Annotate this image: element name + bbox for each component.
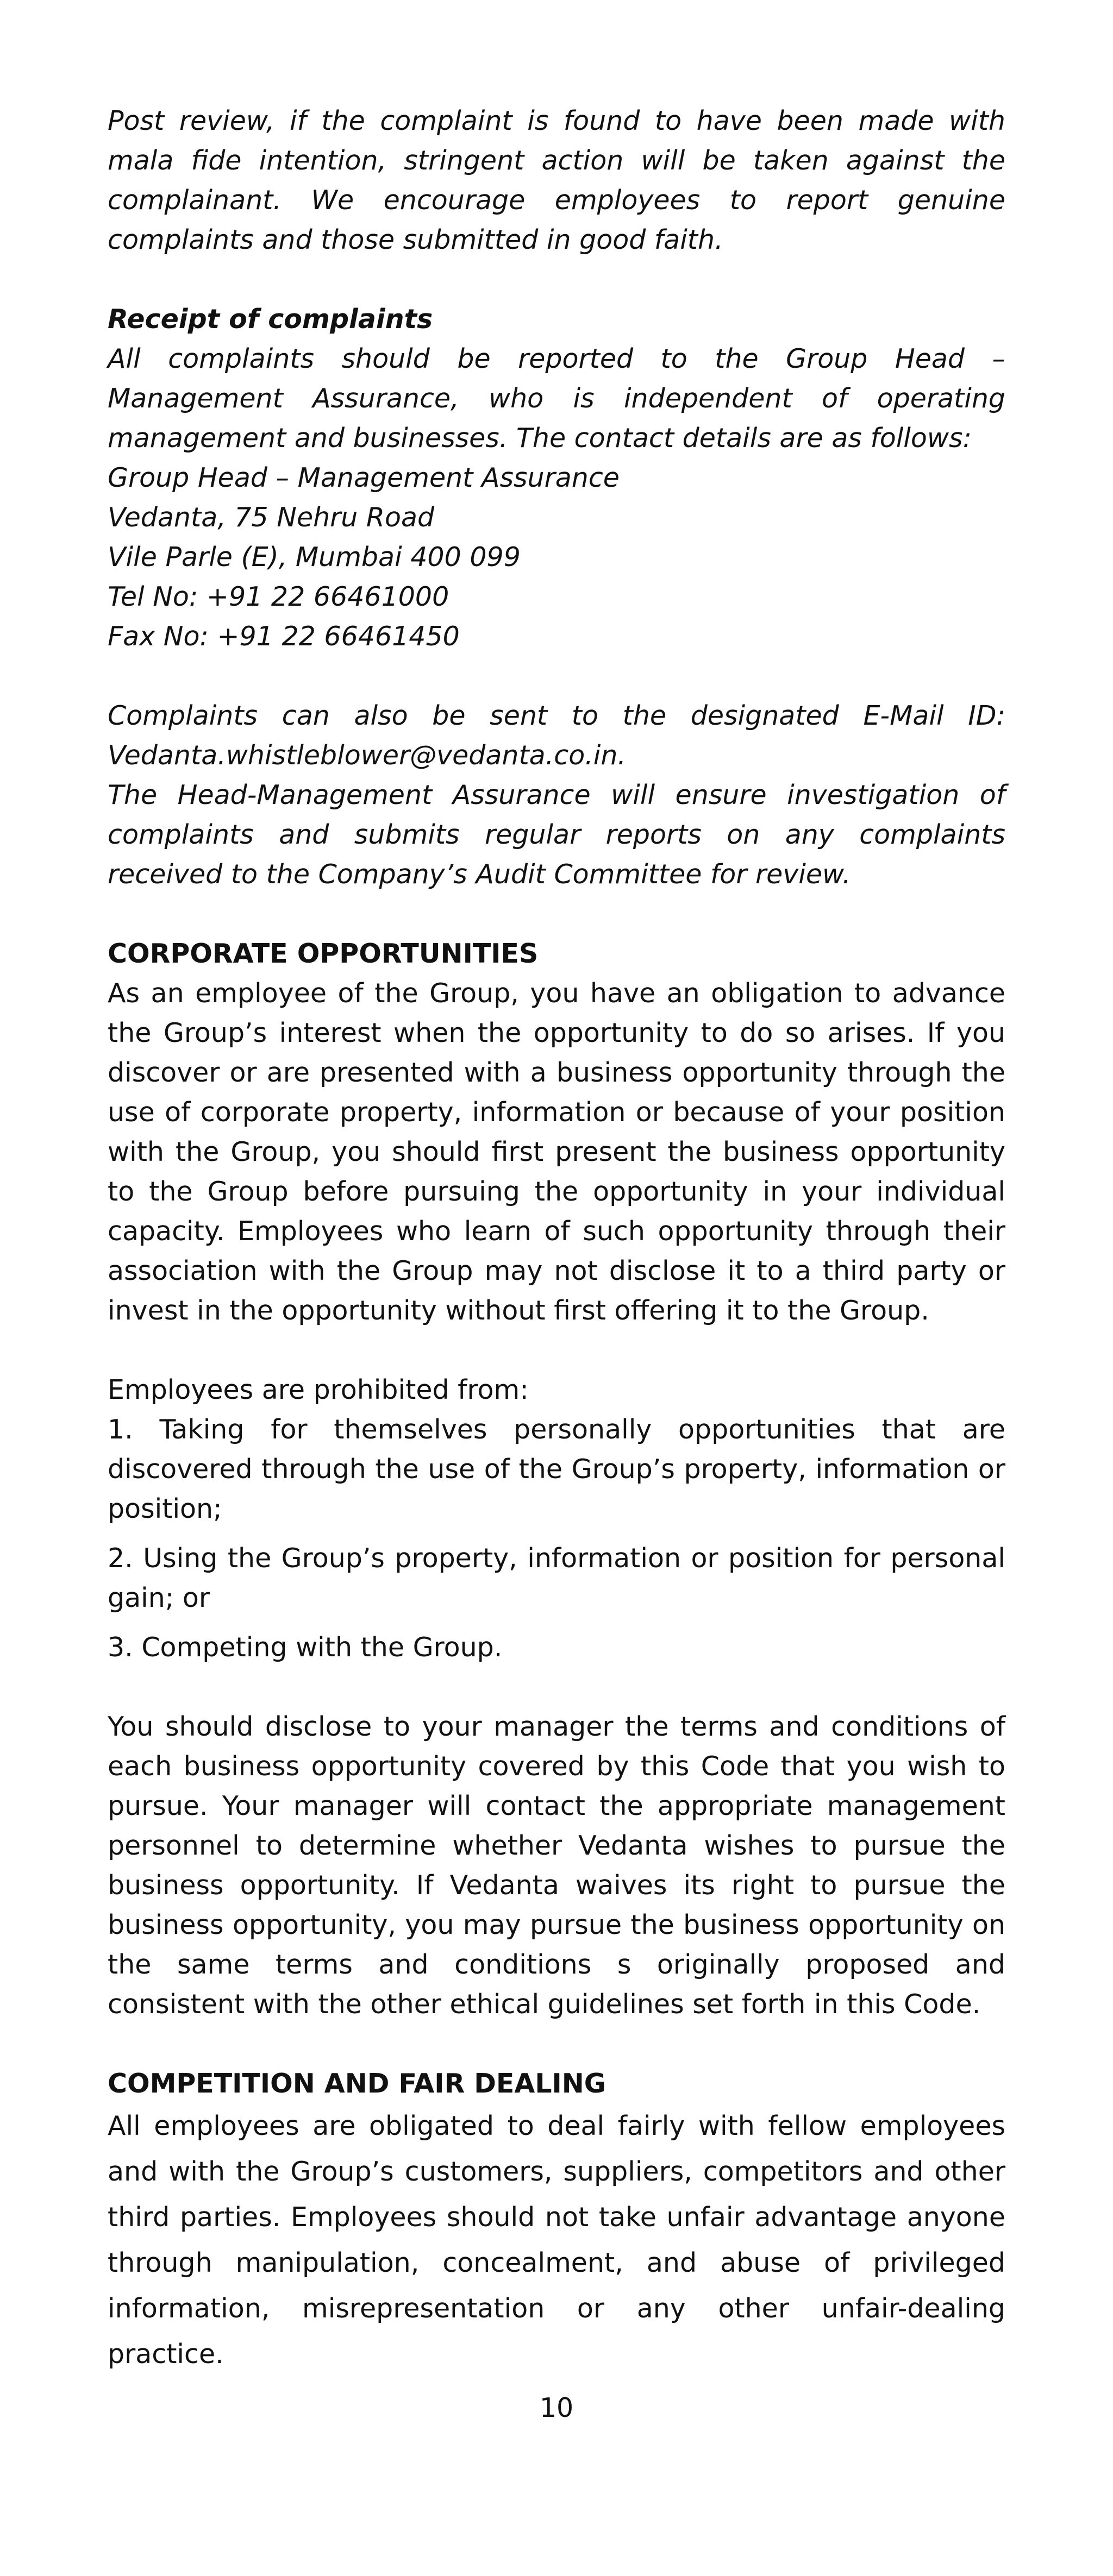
review-note-paragraph: Post review, if the complaint is found to have been made with mala fide intention, stringent action will be taken against the complainant. We encourage employees to report genuine complaints and those submitted in good faith. bbox=[108, 105, 1005, 255]
address-line: Vedanta, 75 Nehru Road bbox=[108, 502, 435, 533]
spacer bbox=[108, 2024, 1005, 2064]
receipt-heading: Receipt of complaints bbox=[108, 304, 433, 335]
contact-address bbox=[108, 458, 1005, 656]
address-line: Group Head – Management Assurance bbox=[108, 462, 620, 493]
spacer bbox=[108, 1330, 1005, 1370]
phone-line: Tel No: +91 22 66461000 bbox=[108, 581, 449, 612]
address-line: Vile Parle (E), Mumbai 400 099 bbox=[108, 542, 521, 573]
page-number: 10 bbox=[539, 2392, 574, 2423]
spacer bbox=[108, 656, 1005, 696]
spacer bbox=[108, 1677, 1005, 1707]
disclosure-paragraph: You should disclose to your manager the terms and conditions of each business opportunity covered by this Code that you wish to pursue. Your manager will contact the appropriate management personnel to determine whether Vedanta wishes to pursue the business opportunity. If Vedanta waives its right to pursue the business opportunity, you may pursue the business opportunity on the same terms and conditions s originally proposed and consistent with the other ethical guidelines set forth in this Code. bbox=[108, 1711, 1005, 2020]
email-note-paragraph: Complaints can also be sent to the designated E-Mail ID: Vedanta.whistleblower@vedanta.co.in. bbox=[108, 700, 1005, 771]
investigation-note-paragraph: The Head-Management Assurance will ensure investigation of complaints and submits regular reports on any complaints received to the Company’s Audit Committee for review. bbox=[108, 780, 1005, 890]
competition-heading: COMPETITION AND FAIR DEALING bbox=[108, 2068, 606, 2099]
fax-line: Fax No: +91 22 66461450 bbox=[108, 621, 460, 652]
prohibited-list bbox=[108, 1410, 1005, 1667]
spacer bbox=[108, 894, 1005, 934]
list-item: 1. Taking for themselves personally opportunities that are discovered through the use of the Group’s property, information or position; bbox=[108, 1414, 1005, 1524]
corporate-opportunities-heading: CORPORATE OPPORTUNITIES bbox=[108, 938, 539, 969]
corporate-opportunities-paragraph: As an employee of the Group, you have an obligation to advance the Group’s interest when the opportunity to do so arises. If you discover or are presented with a business opportunity through the use of corporate property, information or because of your position with the Group, you should first present the business opportunity to the Group before pursuing the opportunity in your individual capacity. Employees who learn of such opportunity through their association with the Group may not disclose it to a third party or invest in the opportunity without first offering it to the Group. bbox=[108, 978, 1005, 1326]
spacer bbox=[108, 260, 1005, 299]
list-item: 3. Competing with the Group. bbox=[108, 1632, 503, 1663]
receipt-intro-paragraph: All complaints should be reported to the Group Head – Management Assurance, who is independent of operating management and businesses. The contact details are as follows: bbox=[108, 343, 1005, 454]
document-page bbox=[108, 101, 1005, 2377]
competition-paragraph: All employees are obligated to deal fairly with fellow employees and with the Group’s customers, suppliers, competitors and other third parties. Employees should not take unfair advantage anyone through manipulation, concealment, and abuse of privileged information, misrepresentation or any other unfair-dealing practice. bbox=[108, 2110, 1005, 2370]
list-item: 2. Using the Group’s property, information or position for personal gain; or bbox=[108, 1543, 1005, 1613]
prohibited-intro: Employees are prohibited from: bbox=[108, 1374, 529, 1405]
